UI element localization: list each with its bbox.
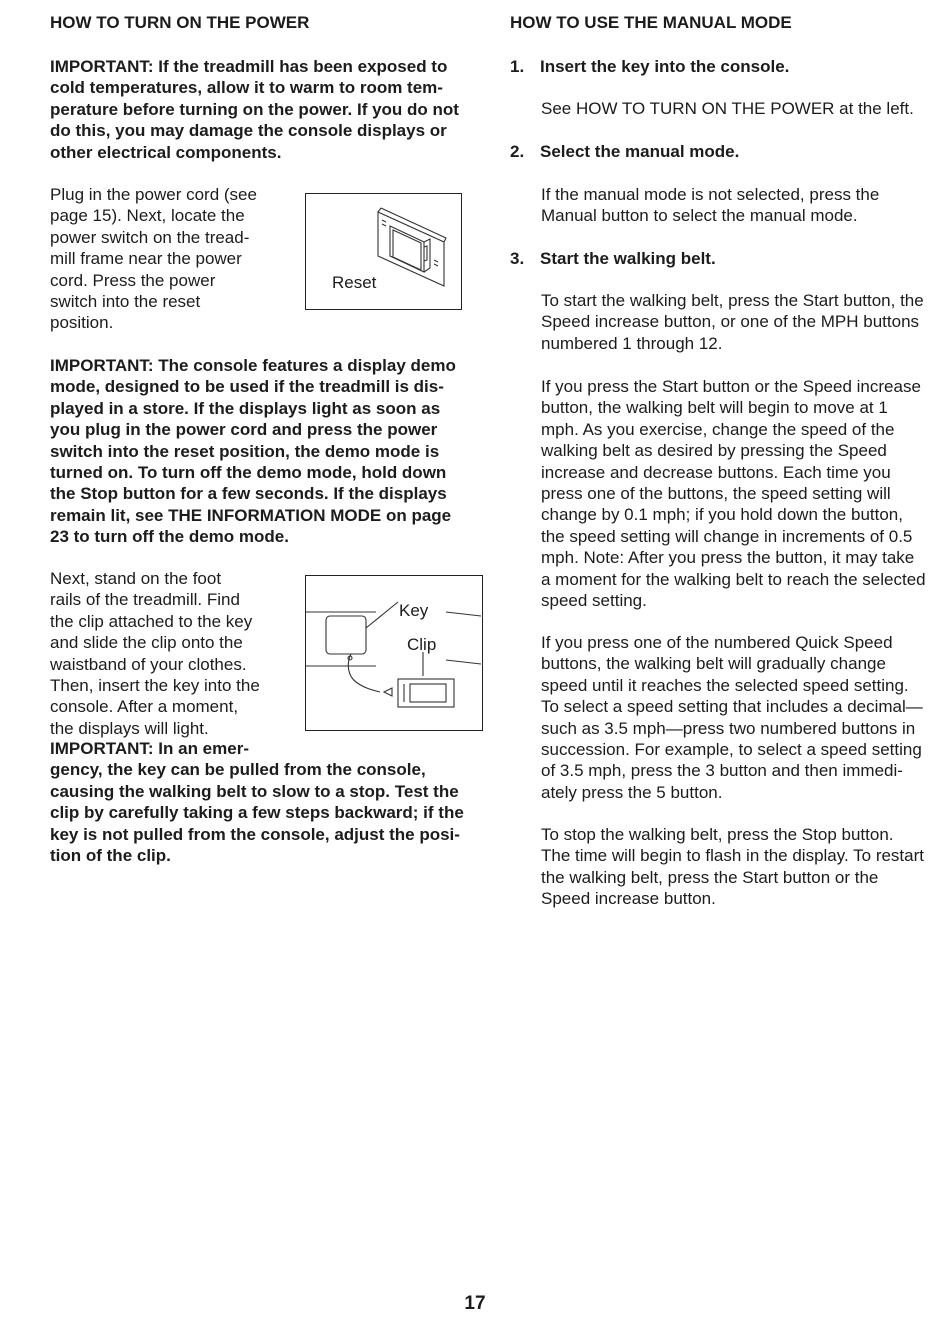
step-3-paragraph-speed-buttons — [541, 376, 950, 611]
key-clip-illustration — [306, 576, 481, 729]
text-line: the clip attached to the key — [50, 611, 253, 631]
text-line: See HOW TO TURN ON THE POWER at the left. — [541, 99, 914, 118]
step-3-paragraph-stop — [541, 824, 950, 910]
text-line: ately press the 5 button. — [541, 782, 723, 802]
text-line: Plug in the power cord (see — [50, 185, 257, 204]
right-heading: HOW TO USE THE MANUAL MODE — [510, 13, 792, 32]
text-line: waistband of your clothes. — [50, 654, 247, 674]
text-line: and slide the clip onto the — [50, 633, 243, 653]
text-line: the displays will light. — [50, 718, 209, 738]
power-switch-illustration — [306, 194, 460, 308]
text-line: mph. Note: After you press the button, it may take — [541, 548, 915, 568]
reset-label: Reset — [332, 273, 377, 292]
text-line: press one of the buttons, the speed setting will — [541, 484, 891, 504]
text-line: The time will begin to flash in the display. To restart — [541, 846, 924, 866]
left-heading: HOW TO TURN ON THE POWER — [50, 13, 310, 32]
important-demo-mode-note — [50, 355, 490, 548]
text-line: mill frame near the power — [50, 249, 242, 269]
text-line: Manual button to select the manual mode. — [541, 206, 858, 226]
step-3-title — [510, 248, 716, 269]
text-line: If you press the Start button or the Speed increase — [541, 377, 921, 396]
plug-in-paragraph — [50, 184, 290, 334]
text-line: of 3.5 mph, press the 3 button and then immedi- — [541, 761, 903, 781]
text-line: walking belt as desired by pressing the Speed — [541, 441, 887, 461]
text-line: IMPORTANT: In an emer- — [50, 739, 249, 758]
text-line: mph. As you exercise, change the speed of the — [541, 419, 895, 439]
text-line: clip by carefully taking a few steps backward; if the — [50, 803, 464, 823]
text-line: change by 0.1 mph; if you hold down the button, — [541, 505, 903, 525]
text-line: cord. Press the power — [50, 270, 216, 290]
text-line: played in a store. If the displays light as soon as — [50, 398, 441, 418]
text-line: To select a speed setting that includes a decimal— — [541, 697, 923, 717]
text-line: Speed increase button, or one of the MPH buttons — [541, 312, 920, 332]
text-line: rails of the treadmill. Find — [50, 590, 240, 610]
text-line: remain lit, see THE INFORMATION MODE on page — [50, 505, 452, 525]
text-line: 23 to turn off the demo mode. — [50, 527, 289, 547]
stand-on-rails-paragraph — [50, 568, 295, 739]
text-line: position. — [50, 313, 114, 333]
step-title: Select the manual mode. — [540, 142, 740, 161]
text-line: If the manual mode is not selected, press the — [541, 185, 880, 204]
text-line: speed setting. — [541, 591, 647, 611]
step-title: Start the walking belt. — [540, 249, 716, 268]
text-line: Then, insert the key into the — [50, 676, 260, 696]
text-line: cold temperatures, allow it to warm to room tem- — [50, 78, 443, 98]
text-line: increase and decrease buttons. Each time you — [541, 462, 891, 482]
text-line: To start the walking belt, press the Start button, the — [541, 291, 924, 310]
text-line: key is not pulled from the console, adjust the posi- — [50, 824, 460, 844]
text-line: mode, designed to be used if the treadmill is dis- — [50, 377, 444, 397]
text-line: perature before turning on the power. If you do not — [50, 99, 459, 119]
text-line: speed until it reaches the selected speed setting. — [541, 675, 909, 695]
text-line: page 15). Next, locate the — [50, 206, 245, 226]
text-line: button, the walking belt will begin to move at 1 — [541, 398, 888, 418]
step-3-paragraph-start — [541, 290, 950, 354]
text-line: tion of the clip. — [50, 846, 171, 866]
text-line: numbered 1 through 12. — [541, 333, 723, 353]
step-number: 1. — [510, 57, 525, 76]
text-line: buttons, the walking belt will gradually change — [541, 654, 886, 674]
text-line: succession. For example, to select a speed setting — [541, 740, 922, 760]
text-line: IMPORTANT: If the treadmill has been exposed to — [50, 57, 448, 76]
text-line: the Stop button for a few seconds. If the displays — [50, 484, 447, 504]
text-line: Next, stand on the foot — [50, 569, 222, 588]
text-line: gency, the key can be pulled from the console, — [50, 760, 426, 780]
text-line: the walking belt, press the Start button or the — [541, 867, 879, 887]
step-3-paragraph-quick-speed — [541, 632, 950, 803]
text-line: Speed increase button. — [541, 889, 716, 909]
text-line: the speed setting will change in increments of 0.5 — [541, 526, 913, 546]
key-clip-figure — [305, 575, 483, 731]
clip-label: Clip — [407, 635, 437, 654]
text-line: IMPORTANT: The console features a display demo — [50, 356, 456, 375]
step-number: 3. — [510, 249, 525, 268]
text-line: power switch on the tread- — [50, 227, 250, 247]
text-line: you plug in the power cord and press the power — [50, 420, 438, 440]
text-line: If you press one of the numbered Quick Speed — [541, 633, 893, 652]
text-line: To stop the walking belt, press the Stop button. — [541, 825, 894, 844]
text-line: a moment for the walking belt to reach the selected — [541, 569, 926, 589]
step-2-title — [510, 141, 739, 162]
page-number: 17 — [464, 1293, 486, 1314]
text-line: causing the walking belt to slow to a stop. Test the — [50, 781, 459, 801]
text-line: do this, you may damage the console displays or — [50, 121, 447, 141]
power-switch-figure — [305, 193, 462, 310]
important-emergency-key-note — [50, 738, 490, 866]
text-line: switch into the reset position, the demo mode is — [50, 441, 440, 461]
important-warm-up-note — [50, 56, 490, 163]
step-number: 2. — [510, 142, 525, 161]
step-1-text — [541, 98, 950, 119]
text-line: switch into the reset — [50, 292, 201, 312]
step-2-text — [541, 184, 950, 227]
step-1-title — [510, 56, 789, 77]
text-line: other electrical components. — [50, 142, 282, 162]
text-line: turned on. To turn off the demo mode, hold down — [50, 463, 447, 483]
key-label: Key — [399, 601, 429, 620]
text-line: console. After a moment, — [50, 697, 239, 717]
text-line: such as 3.5 mph—press two numbered buttons in — [541, 718, 916, 738]
step-title: Insert the key into the console. — [540, 57, 790, 76]
